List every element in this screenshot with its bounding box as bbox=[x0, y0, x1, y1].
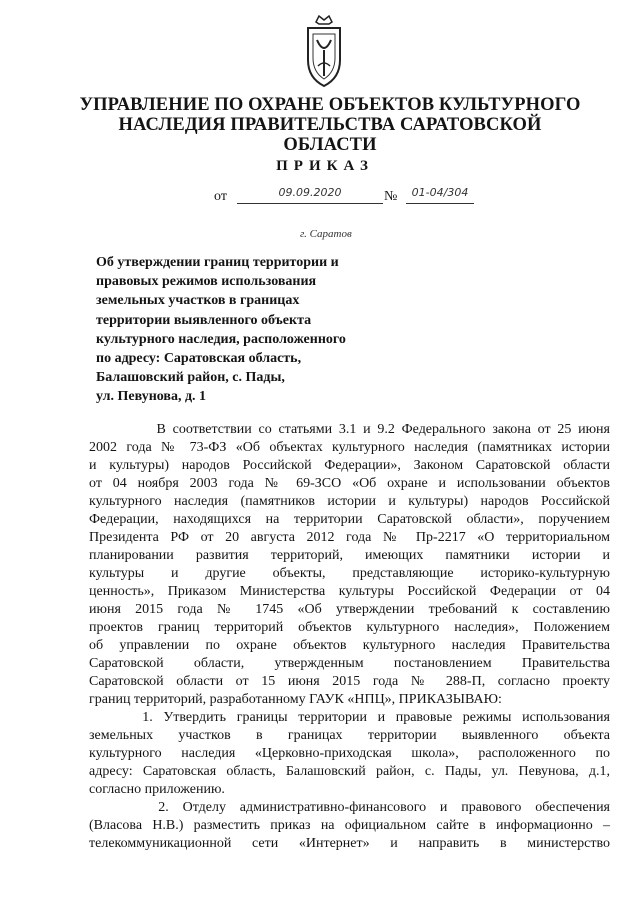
body-text-line: культурного наследия (памятников истории и культуры) народов Российской bbox=[89, 494, 610, 509]
body-text-line: от 04 ноября 2003 года № 69-ЗСО «Об охране и использовании объектов bbox=[89, 476, 610, 491]
org-line-2: НАСЛЕДИЯ ПРАВИТЕЛЬСТВА САРАТОВСКОЙ ОБЛАСТИ bbox=[118, 115, 542, 155]
body-text-line: культурного наследия «Церковно-приходская школа», расположенного по bbox=[89, 746, 610, 761]
document-type: ПРИКАЗ bbox=[276, 158, 374, 174]
date-label: от bbox=[214, 189, 227, 204]
body-text-line: планировании развития территорий, имеющих памятники истории и bbox=[89, 548, 610, 563]
number-label: № bbox=[384, 189, 398, 204]
organization-name bbox=[70, 95, 590, 155]
subject-line: по адресу: Саратовская область, bbox=[96, 351, 302, 367]
document-date: 09.09.2020 bbox=[237, 186, 383, 204]
body-text-line: 1. Утвердить границы территории и правовые режимы использования bbox=[89, 710, 610, 725]
subject-line: земельных участков в границах bbox=[96, 293, 300, 309]
body-text-line: земельных участков в границах территории выявленного объекта bbox=[89, 728, 610, 743]
body-text-line: 2. Отделу административно-финансового и правового обеспечения bbox=[89, 800, 610, 815]
body-text-line: адресу: Саратовская область, Балашовский район, с. Пады, ул. Певунова, д.1, bbox=[89, 764, 610, 779]
body-text-line: В соответствии со статьями 3.1 и 9.2 Федерального закона от 25 июня bbox=[89, 422, 610, 437]
body-text-line: (Власова Н.В.) разместить приказ на официальном сайте в информационно – bbox=[89, 818, 610, 833]
body-text-line: культуры и другие объекты, представляющие историко-культурную bbox=[89, 566, 610, 581]
subject-line: Об утверждении границ территории и bbox=[96, 255, 339, 270]
body-text-line: согласно приложению. bbox=[89, 782, 225, 797]
subject-line: культурного наследия, расположенного bbox=[96, 331, 346, 347]
body-text-line: об управлении по охране объектов культурного наследия Правительства bbox=[89, 638, 610, 653]
body-text-line: телекоммуникационной сети «Интернет» и направить в министерство bbox=[89, 836, 610, 851]
body-text-line: границ территорий, разработанному ГАУК «НПЦ», ПРИКАЗЫВАЮ: bbox=[89, 692, 502, 707]
body-text-line: Президента РФ от 20 августа 2012 года № Пр-2217 «О территориальном bbox=[89, 530, 610, 545]
document-number: 01-04/304 bbox=[406, 186, 474, 204]
city-label: г. Саратов bbox=[300, 228, 352, 240]
subject-line: ул. Певунова, д. 1 bbox=[96, 389, 207, 405]
body-text-line: Саратовской области от 15 июня 2015 года № 288-П, согласно проекту bbox=[89, 674, 610, 689]
subject-line: территории выявленного объекта bbox=[96, 312, 312, 328]
coat-of-arms-emblem bbox=[299, 14, 349, 90]
subject-line: Балашовский район, с. Пады, bbox=[96, 370, 285, 386]
body-text-line: и культуры) народов Российской Федерации», Законом Саратовской области bbox=[89, 458, 610, 473]
org-line-1: УПРАВЛЕНИЕ ПО ОХРАНЕ ОБЪЕКТОВ КУЛЬТУРНОГО bbox=[79, 95, 581, 115]
body-text-line: проектов границ территорий объектов культурного наследия», Положением bbox=[89, 620, 610, 635]
body-text-line: Саратовской области, утвержденным постановлением Правительства bbox=[89, 656, 610, 671]
document-subject bbox=[96, 253, 396, 407]
subject-line: правовых режимов использования bbox=[96, 274, 317, 290]
body-text-line: Федерации, находящихся на территории Саратовской области», поручением bbox=[89, 512, 610, 527]
body-text-line: 2002 года № 73-ФЗ «Об объектах культурного наследия (памятниках истории bbox=[89, 440, 610, 455]
document-body bbox=[89, 421, 610, 853]
body-text-line: июня 2015 года № 1745 «Об утверждении требований к составлению bbox=[89, 602, 610, 617]
body-text-line: ценность», Приказом Министерства культуры Российской Федерации от 04 bbox=[89, 584, 610, 599]
